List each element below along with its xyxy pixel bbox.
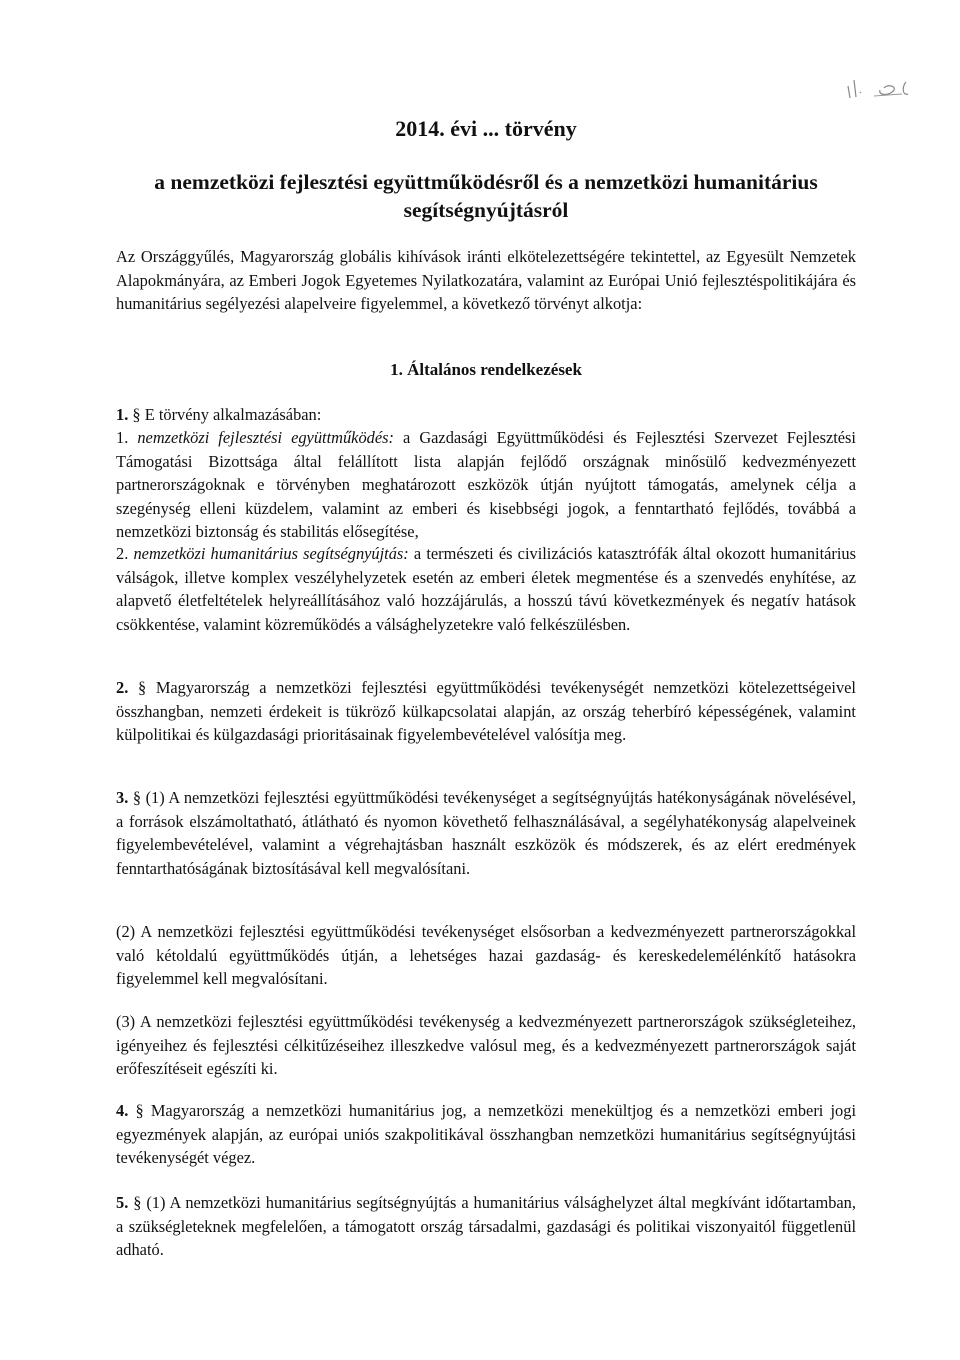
section-number: 2.: [116, 678, 129, 697]
item-text: a természeti és civilizációs katasztrófák által okozott humanitárius válságok, illetve komplex veszélyhelyzetek esetén az emberi életek megmentése és a szenvedés enyhítése, az alapvető életfeltételek helyreállításához való hozzájárulás, a hosszú távú következmények és negatív hatások csökkentése, valamint közreműködés a válsághelyzetekre való felkészülésben.: [116, 544, 856, 634]
section-4-text: Magyarország a nemzetközi humanitárius jog, a nemzetközi menekültjog és a nemzetközi emberi jogi egyezmények alapján, az európai uniós szakpolitikával összhangban nemzetközi humanitárius segítségnyújtási tevékenységét végez.: [116, 1101, 856, 1168]
section-5-text: (1) A nemzetközi humanitárius segítségnyújtás a humanitárius válsághelyzet által megkívánt időtartamban, a szükségleteknek megfelelően, a támogatott ország társadalmi, gazdasági és politikai viszonyaitól függetlenül adható.: [116, 1193, 856, 1260]
defined-term: nemzetközi fejlesztési együttműködés:: [137, 428, 394, 447]
section-number: 3.: [116, 788, 129, 807]
defined-term: nemzetközi humanitárius segítségnyújtás:: [133, 544, 409, 563]
section-4: [116, 1099, 856, 1170]
section-3-para-3: (3) A nemzetközi fejlesztési együttműködési tevékenység a kedvezményezett partnerországok szükségleteihez, igényeihez és fejlesztési célkitűzéseihez illeszkedve valósul meg, és a kedvezményezett partnerországok saját erőfeszítéseit egészíti ki.: [116, 1012, 856, 1079]
item-text: a Gazdasági Együttműködési és Fejlesztési Szervezet Fejlesztési Támogatási Bizottsága által felállított lista alapján fejlődő országnak minősülő kedvezményezett partnerországoknak e törvényben meghatározott eszközök útján nyújtott támogatás, amelynek célja a szegénység elleni küzdelem, valamint az emberi és kisebbségi jogok, a fenntartható fejlődés, továbbá a nemzetközi biztonság és stabilitás elősegítése,: [116, 428, 856, 542]
section-number: 5.: [116, 1193, 129, 1212]
section-sign: §: [132, 788, 142, 807]
section-2: [116, 676, 856, 747]
item-number: 2.: [116, 544, 129, 563]
section-1-intro: [116, 403, 856, 427]
document-title: 2014. évi ... törvény: [395, 116, 577, 141]
document-subtitle: a nemzetközi fejlesztési együttműködésről és a nemzetközi humanitárius segítségnyújtásról: [154, 170, 818, 222]
chapter-heading: 1. Általános rendelkezések: [390, 360, 582, 379]
section-3-para-1-text: (1) A nemzetközi fejlesztési együttműködési tevékenységet a segítségnyújtás hatékonyságának növelésével, a források elszámoltatható, átlátható és nyomon követhető felhasználásával, a segélyhatékonyság alapelveinek figyelembevételével, valamint a végrehajtásban használt eszközök és módszerek, és az elért eredmények fenntarthatóságának biztosításával kell megvalósítani.: [116, 788, 856, 878]
section-1-item-1: [116, 426, 856, 544]
section-1-intro-text: E törvény alkalmazásában:: [144, 405, 322, 424]
section-3-para-2: (2) A nemzetközi fejlesztési együttműködési tevékenységet elsősorban a kedvezményezett partnerországokkal való kétoldalú együttműködés útján, a lehetséges hazai gazdaság- és kereskedelemélénkítő hatásokra figyelemmel kell megvalósítani.: [116, 922, 856, 989]
section-number: 1.: [116, 405, 129, 424]
section-sign: §: [133, 1193, 142, 1212]
section-number: 4.: [116, 1101, 129, 1120]
section-sign: §: [132, 405, 141, 424]
section-sign: §: [137, 678, 147, 697]
section-sign: §: [135, 1101, 144, 1120]
handwritten-annotation: [844, 70, 924, 104]
section-3-para-1: [116, 786, 856, 880]
section-2-text: Magyarország a nemzetközi fejlesztési együttműködési tevékenységét nemzetközi kötelezettségeivel összhangban, nemzeti érdekeit is tükröző külkapcsolatai alapján, az ország teherbíró képességének, valamint külpolitikai és külgazdasági prioritásainak figyelembevételével valósítja meg.: [116, 678, 856, 745]
section-5-para-1: [116, 1191, 856, 1262]
item-number: 1.: [116, 428, 129, 447]
preamble: Az Országgyűlés, Magyarország globális kihívások iránti elkötelezettségére tekintettel, az Egyesült Nemzetek Alapokmányára, az Emberi Jogok Egyetemes Nyilatkozatára, valamint az Európai Unió fejlesztéspolitikájára és humanitárius segélyezési alapelveire figyelemmel, a következő törvényt alkotja:: [116, 247, 856, 314]
section-1-item-2: [116, 542, 856, 636]
